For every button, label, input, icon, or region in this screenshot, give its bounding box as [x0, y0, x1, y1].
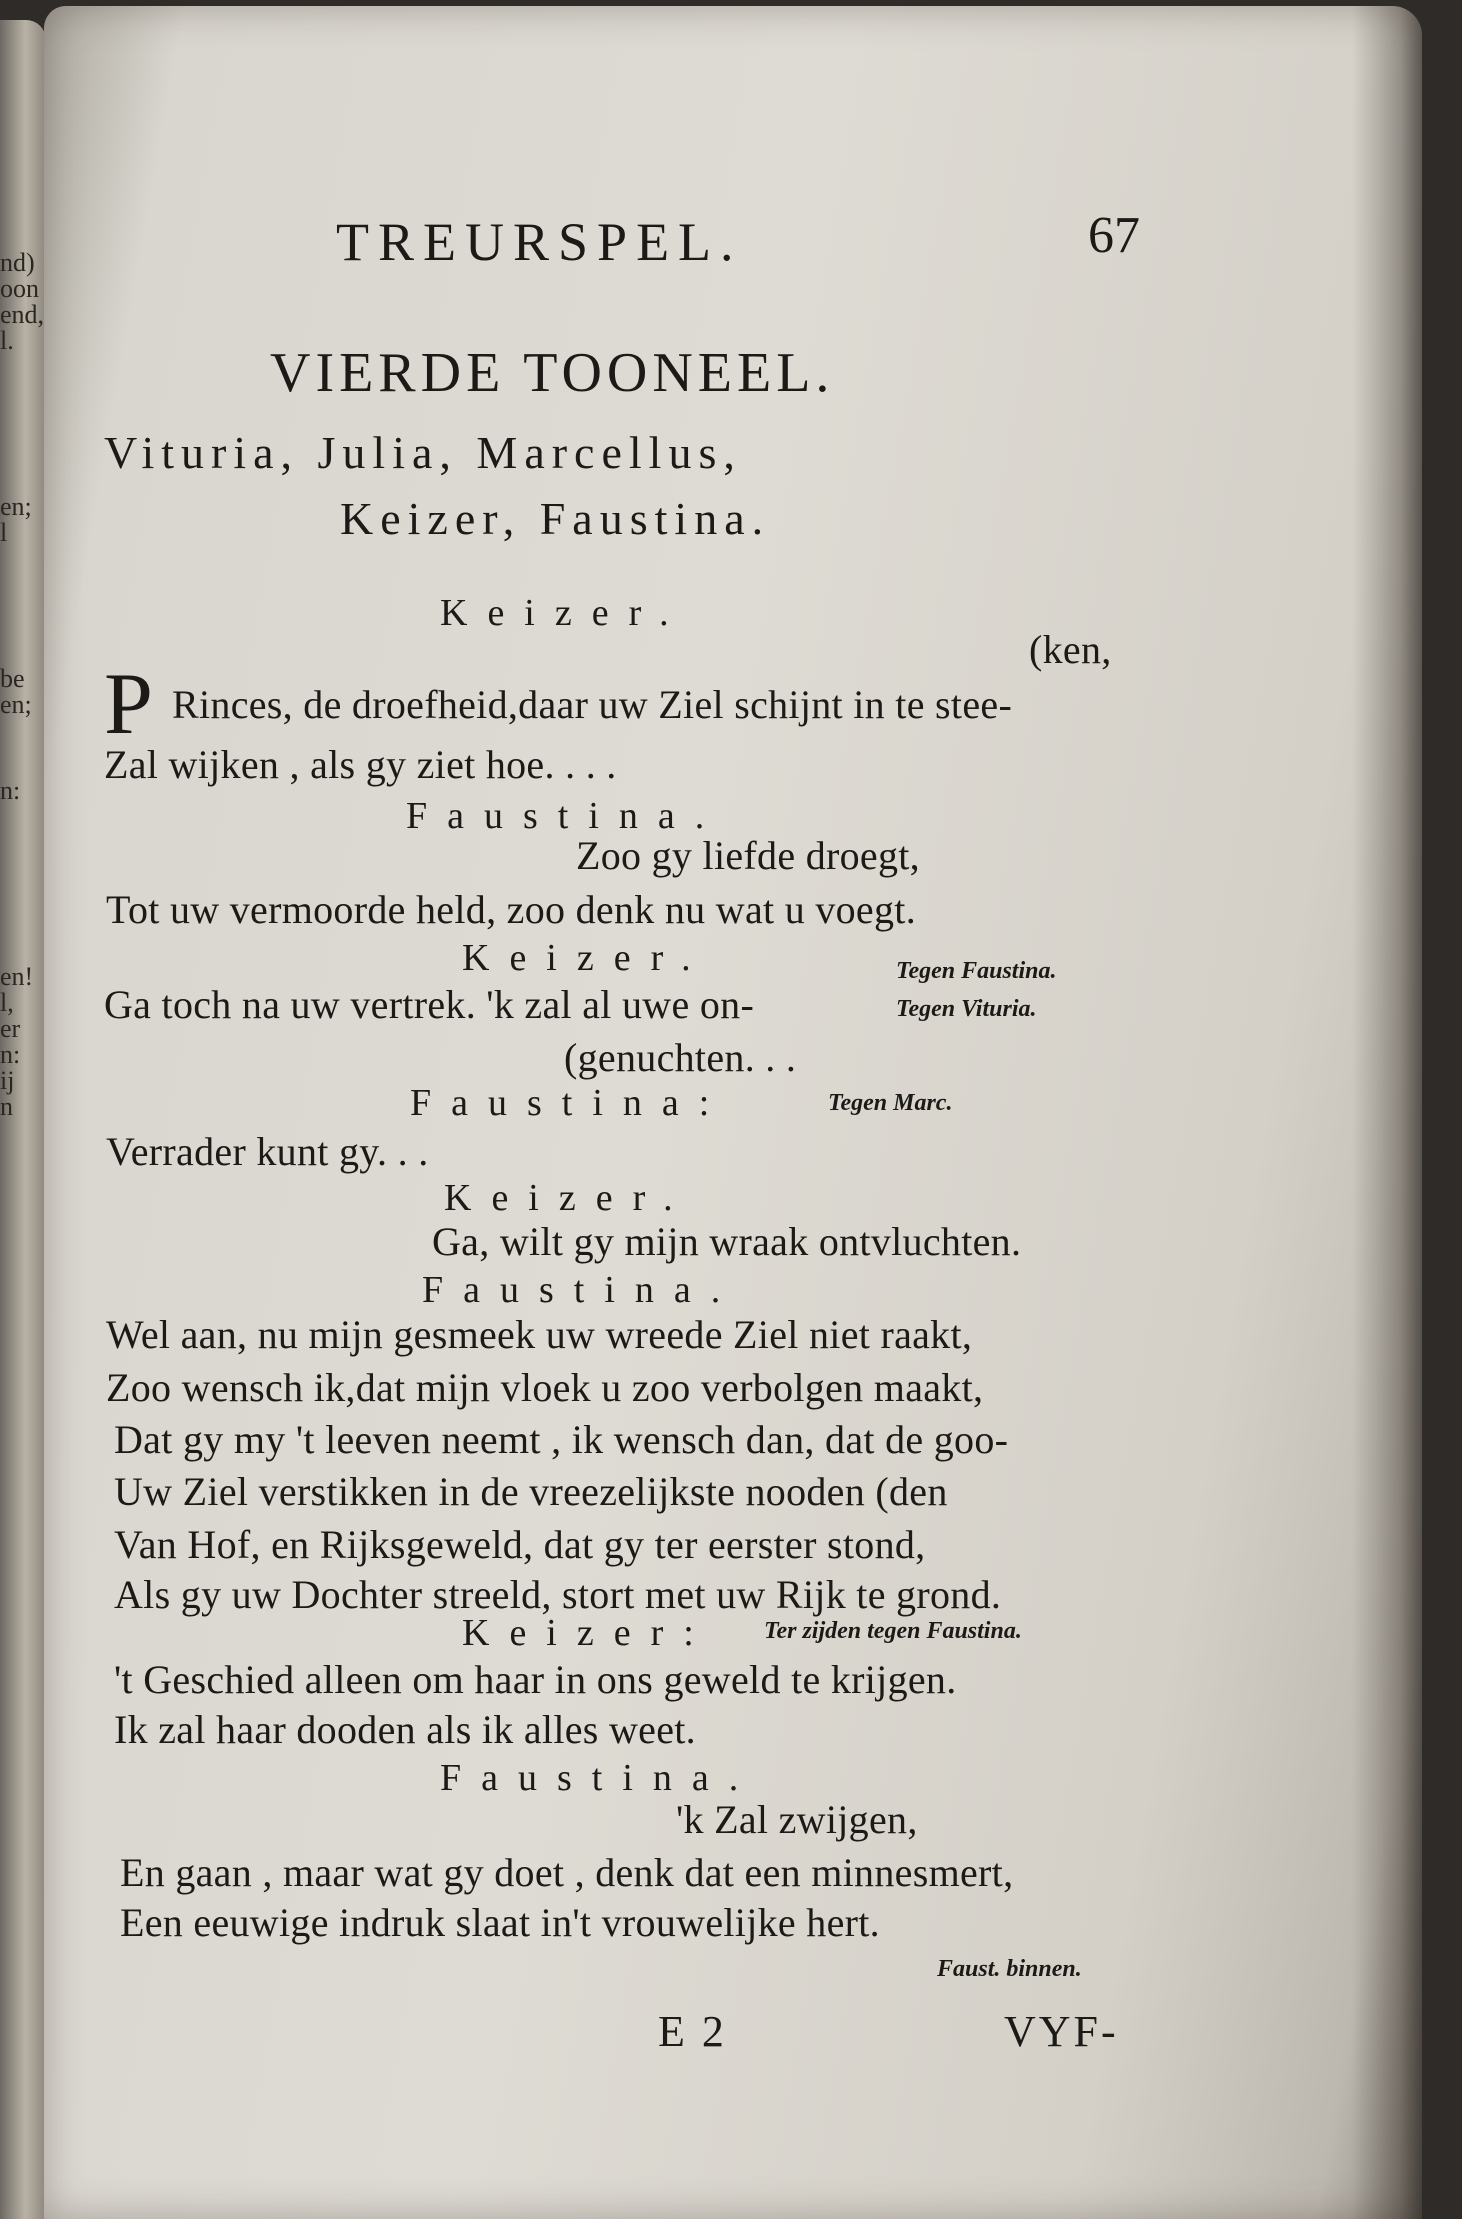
speaker-faustina: Faustina. — [406, 795, 725, 837]
speaker-keizer: Keizer. — [444, 1177, 693, 1219]
verse-line: (ken, — [1029, 627, 1112, 672]
left-page-fragments — [0, 248, 45, 1121]
book-page — [44, 6, 1422, 2219]
scene-title: VIERDE TOONEEL. — [270, 342, 835, 404]
speaker-faustina: Faustina. — [422, 1269, 741, 1311]
edge-fragment: en; — [0, 492, 32, 521]
edge-fragment: n: — [0, 776, 21, 805]
verse-line: En gaan , maar wat gy doet , denk dat een minnesmert, — [120, 1850, 1014, 1895]
stage-direction: Tegen Marc. — [828, 1090, 953, 1116]
edge-fragment: be — [0, 664, 25, 693]
stage-direction: Faust. binnen. — [937, 1956, 1082, 1982]
speaker-keizer: Keizer: — [462, 1612, 714, 1654]
verse-line: 'k Zal zwijgen, — [676, 1797, 918, 1842]
verse-line: Van Hof, en Rijksgeweld, dat gy ter eerster stond, — [114, 1522, 926, 1567]
verse-line: Ga, wilt gy mijn wraak ontvluchten. — [432, 1219, 1022, 1264]
stage-direction: Tegen Vituria. — [896, 996, 1037, 1022]
verse-line: Tot uw vermoorde held, zoo denk nu wat u voegt. — [106, 887, 916, 932]
edge-fragment: en; — [0, 690, 32, 719]
drop-cap: P — [104, 656, 153, 753]
speaker-keizer: Keizer. — [440, 592, 689, 634]
verse-line: (genuchten. . . — [564, 1035, 797, 1080]
edge-fragment: er — [0, 1014, 21, 1043]
verse-line: 't Geschied alleen om haar in ons geweld te krijgen. — [114, 1657, 957, 1702]
cast-line-1: Vituria, Julia, Marcellus, — [104, 427, 742, 478]
speaker-faustina: Faustina. — [440, 1757, 759, 1799]
edge-fragment: l. — [0, 326, 14, 355]
running-title: TREURSPEL. — [336, 212, 743, 272]
speaker-faustina: Faustina: — [410, 1082, 730, 1124]
signature-mark: E 2 — [658, 2007, 727, 2056]
verse-line: Uw Ziel verstikken in de vreezelijkste nooden (den — [114, 1469, 948, 1514]
edge-fragment: n: — [0, 1040, 21, 1069]
edge-fragment: l — [0, 518, 8, 547]
verse-line: Ga toch na uw vertrek. 'k zal al uwe on- — [104, 982, 755, 1027]
edge-fragment: n — [0, 1092, 13, 1121]
verse-line: Zoo wensch ik,dat mijn vloek u zoo verbolgen maakt, — [106, 1365, 984, 1410]
verse-line: Wel aan, nu mijn gesmeek uw wreede Ziel niet raakt, — [106, 1312, 973, 1357]
left-page-edge — [0, 20, 46, 2219]
edge-fragment: ij — [0, 1066, 15, 1095]
page-shadow — [1352, 6, 1422, 2219]
edge-fragment: oon — [0, 274, 39, 303]
verse-line: Dat gy my 't leeven neemt , ik wensch dan, dat de goo- — [114, 1417, 1009, 1462]
catchword: VYF- — [1004, 2007, 1119, 2056]
verse-line: Zal wijken , als gy ziet hoe. . . . — [104, 742, 617, 787]
verse-line: Een eeuwige indruk slaat in't vrouwelijke hert. — [120, 1900, 880, 1945]
verse-line: Als gy uw Dochter streeld, stort met uw Rijk te grond. — [114, 1572, 1002, 1617]
edge-fragment: en! — [0, 962, 34, 991]
stage-direction: Ter zijden tegen Faustina. — [764, 1618, 1022, 1644]
speaker-keizer: Keizer. — [462, 937, 711, 979]
cast-line-2: Keizer, Faustina. — [340, 493, 771, 544]
verse-line: Verrader kunt gy. . . — [106, 1129, 429, 1174]
edge-fragment: l, — [0, 988, 14, 1017]
edge-fragment: end, — [0, 300, 45, 329]
verse-line: Ik zal haar dooden als ik alles weet. — [114, 1707, 696, 1752]
verse-line: Zoo gy liefde droegt, — [576, 833, 920, 878]
verse-line: Rinces, de droefheid,daar uw Ziel schijnt in te stee- — [172, 682, 1013, 727]
stage-direction: Tegen Faustina. — [896, 958, 1057, 984]
edge-fragment: nd) — [0, 248, 35, 277]
page-number: 67 — [1088, 207, 1140, 264]
